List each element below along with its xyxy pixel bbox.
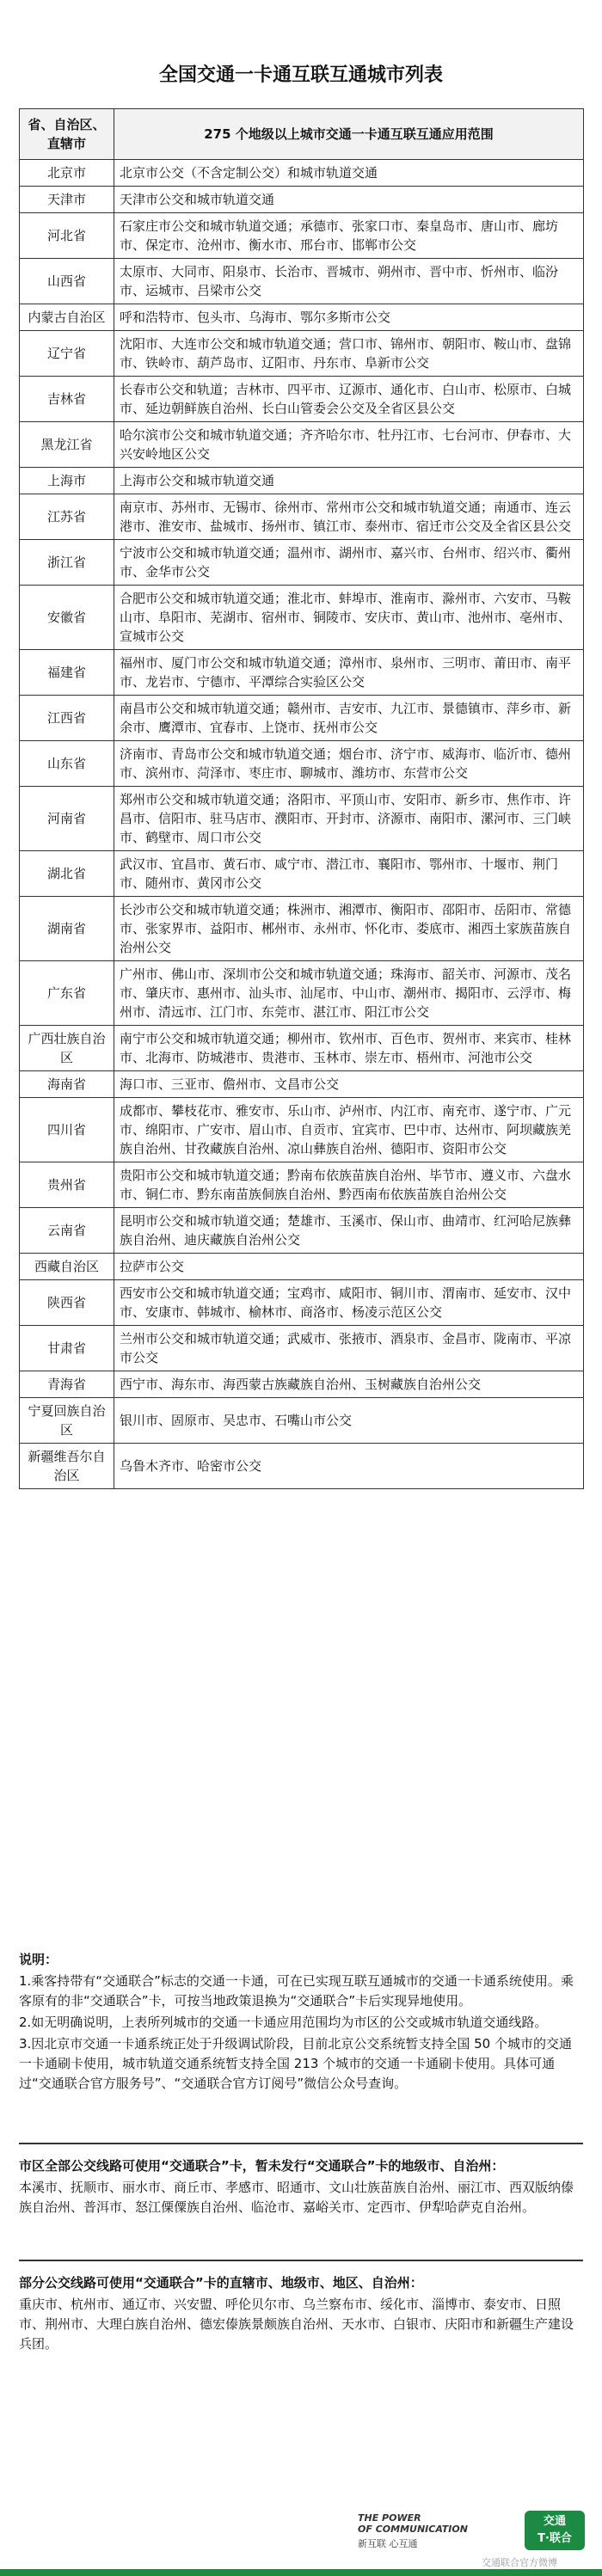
province-cell: 浙江省	[20, 540, 114, 586]
province-cell: 吉林省	[20, 377, 114, 422]
province-cell: 山东省	[20, 741, 114, 787]
city-table-wrapper	[19, 108, 583, 1489]
province-cell: 广西壮族自治区	[20, 1026, 114, 1071]
scope-cell: 哈尔滨市公交和城市轨道交通；齐齐哈尔市、牡丹江市、七台河市、伊春市、大兴安岭地区公交	[114, 422, 584, 468]
province-cell: 安徽省	[20, 586, 114, 650]
scope-cell: 拉萨市公交	[114, 1254, 584, 1280]
scope-cell: 济南市、青岛市公交和城市轨道交通；烟台市、济宁市、威海市、临沂市、德州市、滨州市、菏泽市、枣庄市、聊城市、潍坊市、东营市公交	[114, 741, 584, 787]
table-row	[20, 1026, 584, 1071]
province-cell: 湖南省	[20, 897, 114, 961]
table-row	[20, 422, 584, 468]
scope-cell: 南宁市公交和城市轨道交通；柳州市、钦州市、百色市、贺州市、来宾市、桂林市、北海市、防城港市、贵港市、玉林市、崇左市、梧州市、河池市公交	[114, 1026, 584, 1071]
province-cell: 云南省	[20, 1208, 114, 1254]
scope-cell: 郑州市公交和城市轨道交通；洛阳市、平顶山市、安阳市、新乡市、焦作市、许昌市、信阳市、驻马店市、濮阳市、开封市、济源市、南阳市、漯河市、三门峡市、鹤壁市、周口市公交	[114, 787, 584, 851]
table-row	[20, 1162, 584, 1208]
partial-lines-heading: 部分公交线路可使用“交通联合”卡的直辖市、地级市、地区、自治州：	[19, 2275, 423, 2291]
footer	[0, 2493, 602, 2576]
table-row	[20, 1254, 584, 1280]
scope-cell: 石家庄市公交和城市轨道交通；承德市、张家口市、秦皇岛市、唐山市、廊坊市、保定市、沧州市、衡水市、邢台市、邯郸市公交	[114, 213, 584, 259]
table-row	[20, 540, 584, 586]
table-row	[20, 696, 584, 741]
province-cell: 贵州省	[20, 1162, 114, 1208]
province-cell: 西藏自治区	[20, 1254, 114, 1280]
province-cell: 辽宁省	[20, 331, 114, 377]
province-cell: 福建省	[20, 650, 114, 696]
province-cell: 四川省	[20, 1098, 114, 1162]
scope-cell: 南昌市公交和城市轨道交通；赣州市、吉安市、九江市、景德镇市、萍乡市、新余市、鹰潭市、宜春市、上饶市、抚州市公交	[114, 696, 584, 741]
table-row	[20, 741, 584, 787]
power-tagline	[358, 2512, 468, 2535]
table-row	[20, 377, 584, 422]
scope-cell: 长春市公交和轨道；吉林市、四平市、辽源市、通化市、白山市、松原市、白城市、延边朝鲜族自治州、长白山管委会公交及全省区县公交	[114, 377, 584, 422]
scope-cell: 呼和浩特市、包头市、乌海市、鄂尔多斯市公交	[114, 304, 584, 331]
province-cell: 新疆维吾尔自治区	[20, 1444, 114, 1489]
note-item: 1.乘客持带有“交通联合”标志的交通一卡通，可在已实现互联互通城市的交通一卡通系统使用。乘客原有的非“交通联合”卡，可按当地政策退换为“交通联合”卡后实现异地使用。	[19, 1973, 574, 2009]
scope-cell: 宁波市公交和城市轨道交通；温州市、湖州市、嘉兴市、台州市、绍兴市、衢州市、金华市公交	[114, 540, 584, 586]
table-row	[20, 1326, 584, 1371]
table-row	[20, 160, 584, 187]
table-header-row	[20, 109, 584, 160]
province-cell: 宁夏回族自治区	[20, 1398, 114, 1444]
partial-lines-section	[19, 2260, 583, 2354]
province-cell: 青海省	[20, 1371, 114, 1398]
table-row	[20, 787, 584, 851]
notes-block	[19, 1950, 583, 2095]
power-tagline-line2: OF COMMUNICATION	[358, 2524, 468, 2535]
table-row	[20, 961, 584, 1026]
slogan: 新互联 心互通	[358, 2538, 418, 2549]
notes-heading: 说明：	[19, 1952, 58, 1967]
province-cell: 黑龙江省	[20, 422, 114, 468]
logo-line2: T·联合	[538, 2532, 572, 2545]
scope-cell: 贵阳市公交和城市轨道交通；黔南布依族苗族自治州、毕节市、遵义市、六盘水市、铜仁市、黔东南苗族侗族自治州、黔西南布依族苗族自治州公交	[114, 1162, 584, 1208]
header-province: 省、自治区、直辖市	[20, 109, 114, 160]
green-band	[0, 2569, 602, 2576]
table-row	[20, 1098, 584, 1162]
province-cell: 甘肃省	[20, 1326, 114, 1371]
table-row	[20, 1398, 584, 1444]
province-cell: 北京市	[20, 160, 114, 187]
scope-cell: 昆明市公交和城市轨道交通；楚雄市、玉溪市、保山市、曲靖市、红河哈尼族彝族自治州、迪庆藏族自治州公交	[114, 1208, 584, 1254]
scope-cell: 福州市、厦门市公交和城市轨道交通；漳州市、泉州市、三明市、莆田市、南平市、龙岩市、宁德市、平潭综合实验区公交	[114, 650, 584, 696]
table-row	[20, 1280, 584, 1326]
province-cell: 江西省	[20, 696, 114, 741]
scope-cell: 兰州市公交和城市轨道交通；武威市、张掖市、酒泉市、金昌市、陇南市、平凉市公交	[114, 1326, 584, 1371]
province-cell: 海南省	[20, 1071, 114, 1098]
scope-cell: 南京市、苏州市、无锡市、徐州市、常州市公交和城市轨道交通；南通市、连云港市、淮安市、盐城市、扬州市、镇江市、泰州市、宿迁市公交及全省区县公交	[114, 494, 584, 540]
note-item: 3.因北京市交通一卡通系统正处于升级调试阶段，目前北京公交系统暂支持全国 50 个城市的交通一卡通刷卡使用，城市轨道交通系统暂支持全国 213 个城市的交通一卡通刷卡使用。具体可通过“交通联合官方服务号”、“交通联合官方订阅号”微信公众号查询。	[19, 2036, 572, 2091]
scope-cell: 上海市公交和城市轨道交通	[114, 468, 584, 494]
table-row	[20, 586, 584, 650]
table-row	[20, 1208, 584, 1254]
table-row	[20, 331, 584, 377]
table-row	[20, 897, 584, 961]
scope-cell: 广州市、佛山市、深圳市公交和城市轨道交通；珠海市、韶关市、河源市、茂名市、肇庆市、惠州市、汕头市、汕尾市、中山市、潮州市、揭阳市、云浮市、梅州市、清远市、江门市、东莞市、湛江市、阳江市公交	[114, 961, 584, 1026]
partial-lines-list: 重庆市、杭州市、通辽市、兴安盟、呼伦贝尔市、乌兰察布市、绥化市、淄博市、泰安市、日照市、荆州市、大理白族自治州、德宏傣族景颇族自治州、天水市、白银市、庆阳市和新疆生产建设兵团。	[19, 2297, 574, 2352]
table-row	[20, 1444, 584, 1489]
table-row	[20, 1371, 584, 1398]
scope-cell: 天津市公交和城市轨道交通	[114, 187, 584, 213]
table-row	[20, 187, 584, 213]
brand-logo-icon	[525, 2511, 585, 2550]
province-cell: 湖北省	[20, 851, 114, 897]
scope-cell: 太原市、大同市、阳泉市、长治市、晋城市、朔州市、晋中市、忻州市、临汾市、运城市、吕梁市公交	[114, 259, 584, 304]
table-row	[20, 259, 584, 304]
province-cell: 河南省	[20, 787, 114, 851]
table-row	[20, 1071, 584, 1098]
table-row	[20, 494, 584, 540]
unissued-cities-heading: 市区全部公交线路可使用“交通联合”卡，暂未发行“交通联合”卡的地级市、自治州：	[19, 2158, 505, 2174]
city-table	[19, 108, 584, 1489]
scope-cell: 银川市、固原市、吴忠市、石嘴山市公交	[114, 1398, 584, 1444]
scope-cell: 乌鲁木齐市、哈密市公交	[114, 1444, 584, 1489]
scope-cell: 北京市公交（不含定制公交）和城市轨道交通	[114, 160, 584, 187]
power-tagline-line1: THE POWER	[358, 2512, 421, 2524]
scope-cell: 合肥市公交和城市轨道交通；淮北市、蚌埠市、淮南市、滁州市、六安市、马鞍山市、阜阳市、芜湖市、宿州市、铜陵市、安庆市、黄山市、池州市、亳州市、宣城市公交	[114, 586, 584, 650]
scope-cell: 长沙市公交和城市轨道交通；株洲市、湘潭市、衡阳市、邵阳市、岳阳市、常德市、张家界市、益阳市、郴州市、永州市、怀化市、娄底市、湘西土家族苗族自治州公交	[114, 897, 584, 961]
province-cell: 内蒙古自治区	[20, 304, 114, 331]
province-cell: 天津市	[20, 187, 114, 213]
province-cell: 陕西省	[20, 1280, 114, 1326]
table-row	[20, 851, 584, 897]
table-row	[20, 650, 584, 696]
scope-cell: 沈阳市、大连市公交和城市轨道交通；营口市、锦州市、朝阳市、鞍山市、盘锦市、铁岭市、葫芦岛市、辽阳市、丹东市、阜新市公交	[114, 331, 584, 377]
logo-line1: 交通	[543, 2515, 566, 2528]
table-row	[20, 304, 584, 331]
province-cell: 上海市	[20, 468, 114, 494]
scope-cell: 西安市公交和城市轨道交通；宝鸡市、咸阳市、铜川市、渭南市、延安市、汉中市、安康市、韩城市、榆林市、商洛市、杨凌示范区公交	[114, 1280, 584, 1326]
note-item: 2.如无明确说明，上表所列城市的交通一卡通应用范围均为市区的公交或城市轨道交通线路。	[19, 2015, 548, 2030]
province-cell: 河北省	[20, 213, 114, 259]
province-cell: 广东省	[20, 961, 114, 1026]
unissued-cities-list: 本溪市、抚顺市、丽水市、商丘市、孝感市、昭通市、文山壮族苗族自治州、丽江市、西双版纳傣族自治州、普洱市、怒江傈僳族自治州、临沧市、嘉峪关市、定西市、伊犁哈萨克自治州。	[19, 2180, 574, 2215]
scope-cell: 西宁市、海东市、海西蒙古族藏族自治州、玉树藏族自治州公交	[114, 1371, 584, 1398]
province-cell: 山西省	[20, 259, 114, 304]
province-cell: 江苏省	[20, 494, 114, 540]
scope-cell: 海口市、三亚市、儋州市、文昌市公交	[114, 1071, 584, 1098]
table-row	[20, 213, 584, 259]
watermark: 交通联合官方微博	[482, 2557, 557, 2568]
header-scope: 275 个地级以上城市交通一卡通互联互通应用范围	[114, 109, 584, 160]
table-row	[20, 468, 584, 494]
scope-cell: 成都市、攀枝花市、雅安市、乐山市、泸州市、内江市、南充市、遂宁市、广元市、绵阳市、广安市、眉山市、自贡市、宜宾市、巴中市、达州市、阿坝藏族羌族自治州、甘孜藏族自治州、凉山彝族自治州、德阳市、资阳市公交	[114, 1098, 584, 1162]
page-title: 全国交通一卡通互联互通城市列表	[158, 64, 443, 86]
scope-cell: 武汉市、宜昌市、黄石市、咸宁市、潜江市、襄阳市、鄂州市、十堰市、荆门市、随州市、黄冈市公交	[114, 851, 584, 897]
unissued-cities-section	[19, 2143, 583, 2217]
